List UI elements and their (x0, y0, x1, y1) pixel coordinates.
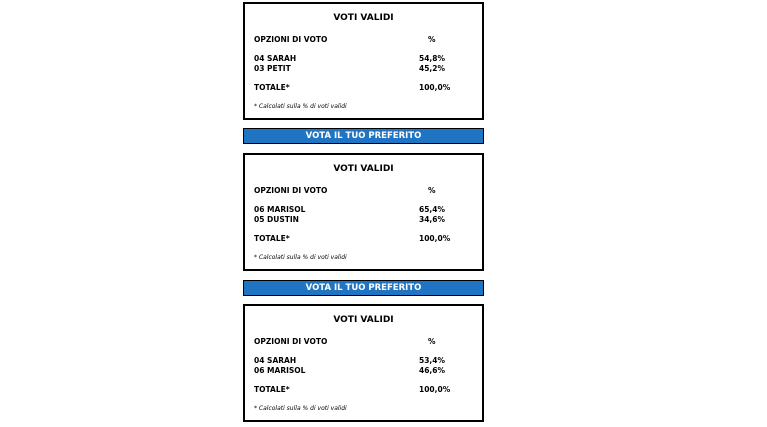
result-row (254, 205, 482, 215)
results-card-3 (243, 304, 484, 422)
header-value: % (428, 337, 436, 346)
option-label: 06 MARISOL (254, 205, 306, 214)
header-label: OPZIONI DI VOTO (254, 35, 328, 44)
footnote: * Calcolati sulla % di voti validi (254, 254, 347, 261)
option-value: 34,6% (419, 215, 446, 224)
results-card-1 (243, 2, 484, 120)
header-value: % (428, 186, 436, 195)
header-row (254, 35, 482, 45)
option-label: 05 DUSTIN (254, 215, 299, 224)
option-value: 54,8% (419, 54, 446, 63)
card-title: VOTI VALIDI (333, 164, 394, 174)
total-label: TOTALE* (254, 234, 290, 243)
vote-banner-1[interactable]: VOTA IL TUO PREFERITO (243, 128, 484, 144)
option-label: 04 SARAH (254, 54, 297, 63)
total-label: TOTALE* (254, 385, 290, 394)
header-value: % (428, 35, 436, 44)
result-row (254, 64, 482, 74)
option-value: 45,2% (419, 64, 446, 73)
option-value: 65,4% (419, 205, 446, 214)
total-value: 100,0% (419, 385, 451, 394)
option-value: 46,6% (419, 366, 446, 375)
results-card-2 (243, 153, 484, 271)
total-row (254, 83, 482, 93)
header-row (254, 337, 482, 347)
total-label: TOTALE* (254, 83, 290, 92)
footnote: * Calcolati sulla % di voti validi (254, 405, 347, 412)
vote-banner-2[interactable]: VOTA IL TUO PREFERITO (243, 280, 484, 296)
option-label: 04 SARAH (254, 356, 297, 365)
option-label: 06 MARISOL (254, 366, 306, 375)
result-row (254, 366, 482, 376)
header-label: OPZIONI DI VOTO (254, 186, 328, 195)
option-label: 03 PETIT (254, 64, 291, 73)
card-title: VOTI VALIDI (333, 315, 394, 325)
header-row (254, 186, 482, 196)
card-title: VOTI VALIDI (333, 13, 394, 23)
footnote: * Calcolati sulla % di voti validi (254, 103, 347, 110)
total-value: 100,0% (419, 83, 451, 92)
header-label: OPZIONI DI VOTO (254, 337, 328, 346)
total-value: 100,0% (419, 234, 451, 243)
result-row (254, 215, 482, 225)
result-row (254, 356, 482, 366)
option-value: 53,4% (419, 356, 446, 365)
total-row (254, 385, 482, 395)
total-row (254, 234, 482, 244)
result-row (254, 54, 482, 64)
